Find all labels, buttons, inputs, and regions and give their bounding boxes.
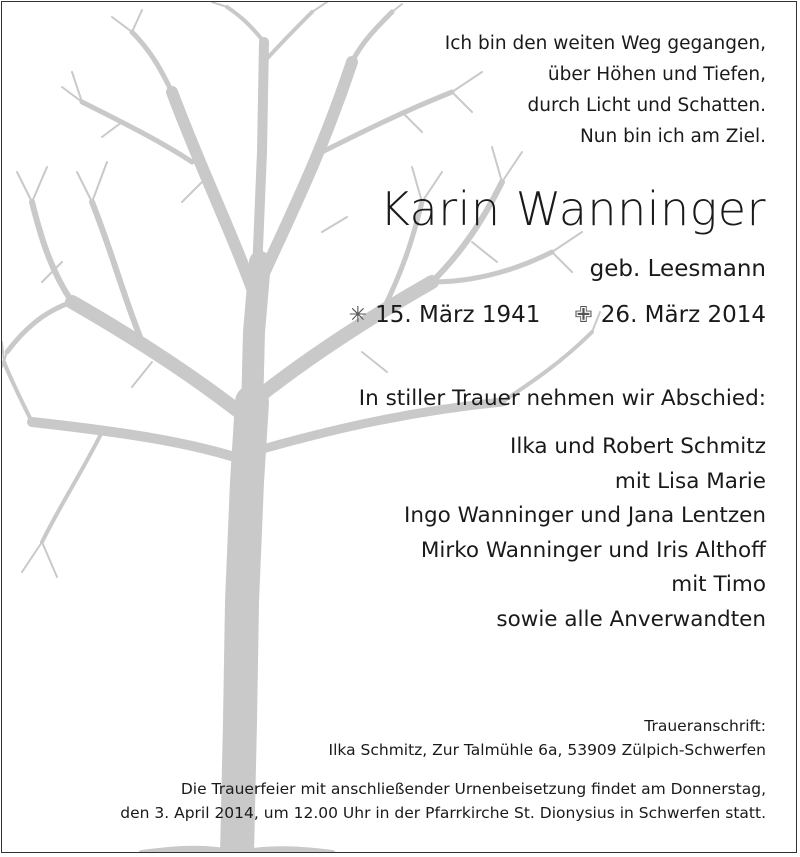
address-label: Traueranschrift: (644, 717, 766, 735)
funeral-info (120, 777, 766, 825)
funeral-line: den 3. April 2014, um 12.00 Uhr in der Pfarrkirche St. Dionysius in Schwerfen statt. (120, 804, 766, 822)
mourner-line: Ingo Wanninger und Jana Lentzen (404, 503, 766, 528)
maiden-name: geb. Leesmann (589, 256, 766, 282)
poem (445, 28, 766, 152)
mourners-list (404, 430, 766, 637)
mourner-line: mit Timo (671, 572, 766, 597)
birth-date: 15. März 1941 (375, 302, 541, 328)
poem-line: Ich bin den weiten Weg gegangen, (444, 33, 766, 54)
funeral-line: Die Trauerfeier mit anschließender Urnenbeisetzung findet am Donnerstag, (180, 780, 766, 798)
farewell-heading: In stiller Trauer nehmen wir Abschied: (358, 386, 766, 411)
obituary-notice (1, 1, 797, 853)
death-date: 26. März 2014 (600, 302, 766, 328)
birth-star-icon: ✳ (348, 303, 368, 328)
mourner-line: sowie alle Anverwandten (496, 606, 766, 632)
mourner-line: mit Lisa Marie (614, 468, 766, 494)
poem-line: über Höhen und Tiefen, (547, 64, 766, 85)
mourner-line: Ilka und Robert Schmitz (510, 434, 766, 459)
death-cross-icon: ✙ (574, 303, 593, 328)
mourner-line: Mirko Wanninger und Iris Althoff (420, 537, 766, 563)
poem-line: Nun bin ich am Ziel. (579, 126, 766, 147)
poem-line: durch Licht und Schatten. (527, 95, 766, 116)
life-dates (349, 302, 766, 328)
deceased-name: Karin Wanninger (379, 182, 766, 236)
mourning-address (329, 714, 767, 762)
address-line: Ilka Schmitz, Zur Talmühle 6a, 53909 Zülpich-Schwerfen (328, 741, 766, 759)
